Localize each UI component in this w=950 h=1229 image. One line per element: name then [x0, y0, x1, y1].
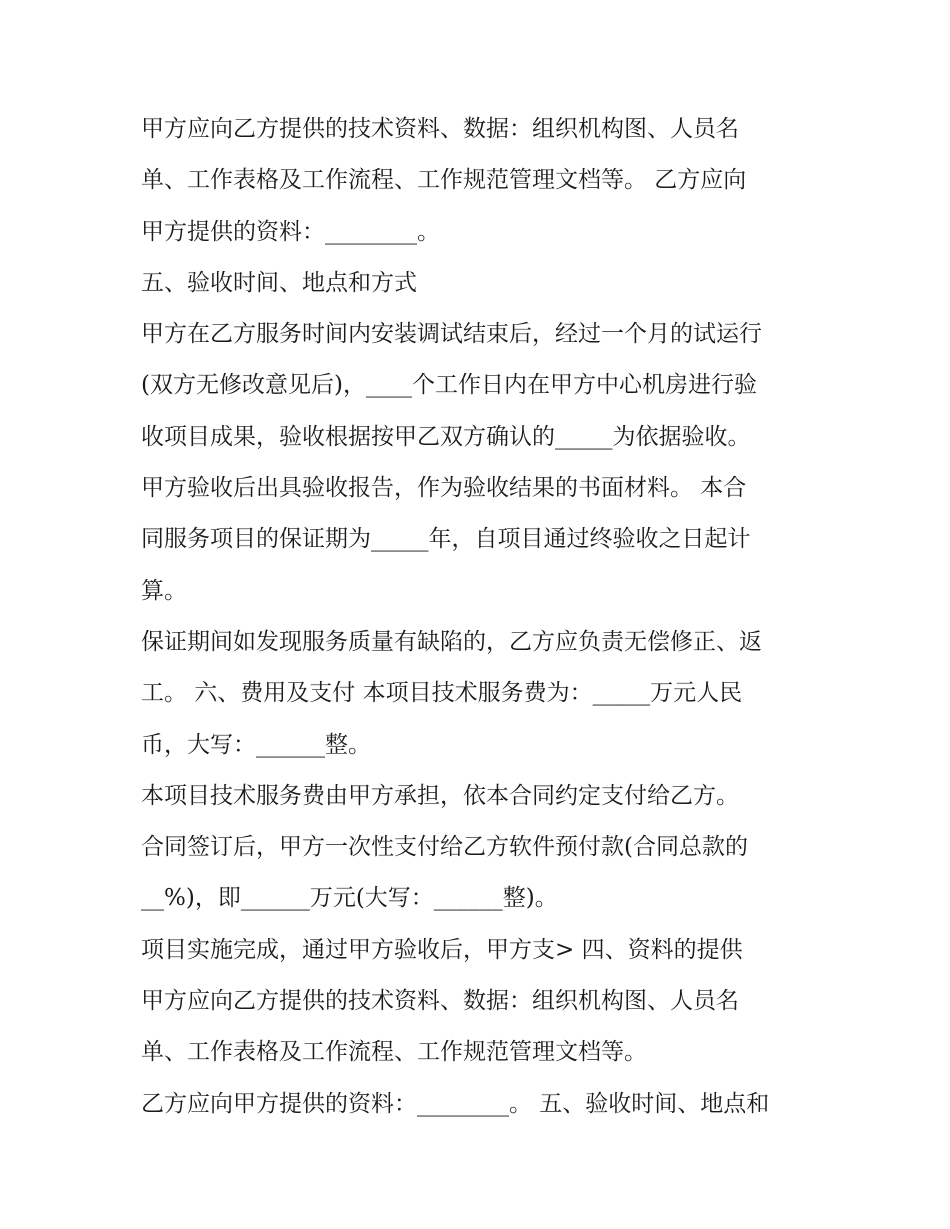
text-line: 工。 六、费用及支付 本项目技术服务费为：_____万元人民 [141, 680, 743, 707]
text-line: 合同签订后，甲方一次性支付给乙方软件预付款(合同总款的 [141, 834, 748, 861]
document-body [141, 104, 821, 1130]
text-line: (双方无修改意见后)，____个工作日内在甲方中心机房进行验 [141, 372, 757, 399]
text-line: 甲方在乙方服务时间内安装调试结束后，经过一个月的试运行 [141, 321, 762, 348]
text-line: 单、工作表格及工作流程、工作规范管理文档等。 乙方应向 [141, 167, 747, 194]
section-heading: 五、验收时间、地点和方式 [141, 269, 417, 296]
text-line: 单、工作表格及工作流程、工作规范管理文档等。 [141, 1039, 647, 1066]
text-line: 甲方提供的资料：________。 [141, 218, 440, 245]
text-line: 币，大写：______整。 [141, 731, 371, 758]
text-line: 同服务项目的保证期为_____年，自项目通过终验收之日起计 [141, 526, 751, 553]
text-line: 乙方应向甲方提供的资料：________。 五、验收时间、地点和 [141, 1090, 770, 1117]
text-line: 算。 [141, 577, 187, 604]
text-line: 保证期间如发现服务质量有缺陷的，乙方应负责无偿修正、返 [141, 628, 762, 655]
text-line: 甲方应向乙方提供的技术资料、数据：组织机构图、人员名 [141, 988, 739, 1015]
text-line: 收项目成果，验收根据按甲乙双方确认的_____为依据验收。 [141, 423, 751, 450]
text-line: 甲方应向乙方提供的技术资料、数据：组织机构图、人员名 [141, 116, 739, 142]
text-line: 项目实施完成，通过甲方验收后，甲方支> 四、资料的提供 [141, 936, 743, 963]
text-line: 本项目技术服务费由甲方承担，依本合同约定支付给乙方。 [141, 782, 739, 809]
text-line: 甲方验收后出具验收报告，作为验收结果的书面材料。 本合 [141, 475, 747, 502]
text-line: __%)，即______万元(大写：______整)。 [141, 885, 558, 912]
